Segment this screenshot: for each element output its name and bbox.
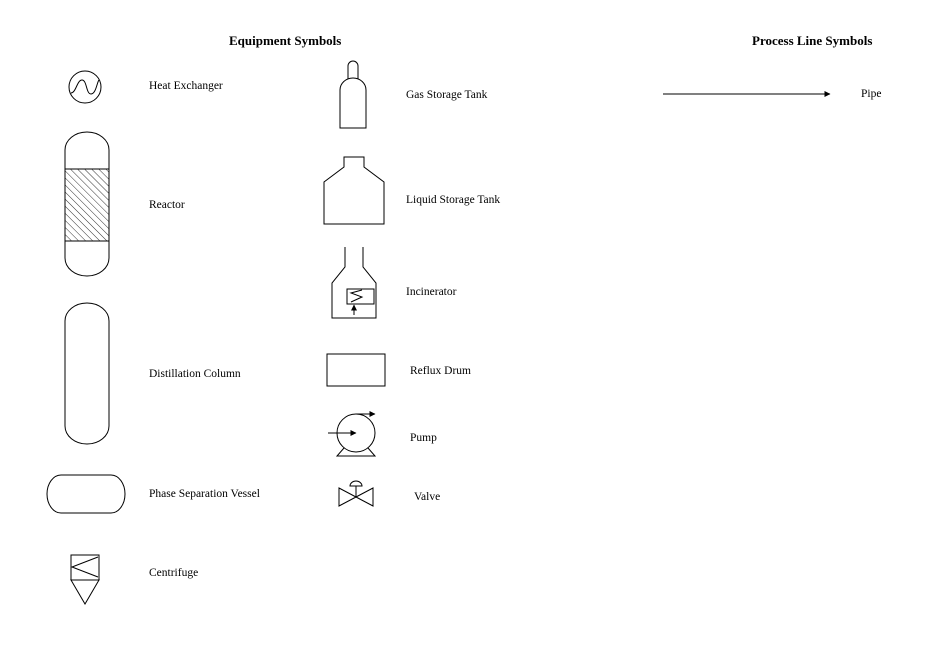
liquid-storage-tank-symbol — [324, 157, 384, 224]
equipment-symbols-heading: Equipment Symbols — [229, 33, 342, 48]
phase-separation-vessel-label: Phase Separation Vessel — [149, 488, 260, 500]
heat-exchanger-symbol — [69, 71, 101, 103]
pipe-label: Pipe — [861, 88, 882, 100]
valve-symbol — [339, 481, 373, 506]
heat-exchanger-label: Heat Exchanger — [149, 80, 223, 92]
centrifuge-symbol — [71, 555, 99, 604]
pump-symbol — [328, 414, 375, 456]
valve-label: Valve — [414, 491, 441, 503]
incinerator-symbol — [332, 247, 376, 318]
phase-separation-vessel-symbol — [47, 475, 125, 513]
liquid-storage-tank-label: Liquid Storage Tank — [406, 194, 501, 206]
reflux-drum-symbol — [327, 354, 385, 386]
pump-label: Pump — [410, 432, 437, 444]
gas-storage-tank-label: Gas Storage Tank — [406, 89, 488, 101]
reflux-drum-label: Reflux Drum — [410, 365, 472, 377]
process-line-symbols-heading: Process Line Symbols — [752, 33, 873, 48]
centrifuge-label: Centrifuge — [149, 567, 199, 579]
gas-storage-tank-symbol — [340, 61, 366, 128]
reactor-label: Reactor — [149, 199, 185, 211]
reactor-symbol — [65, 132, 109, 276]
distillation-column-symbol — [65, 303, 109, 444]
distillation-column-label: Distillation Column — [149, 368, 241, 380]
incinerator-label: Incinerator — [406, 286, 457, 298]
